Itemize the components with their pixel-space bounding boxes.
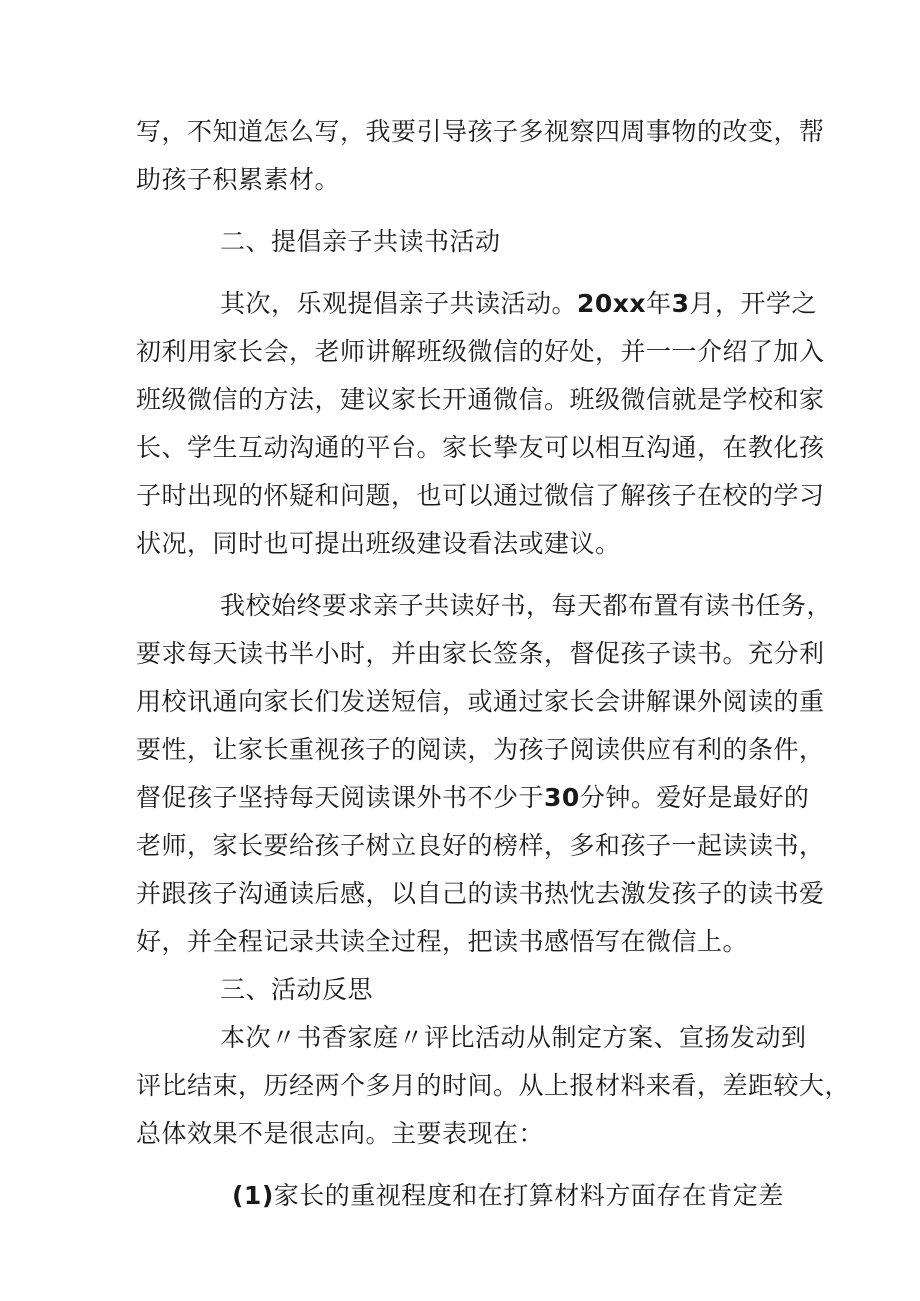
section-heading-3: 三、活动反思 (220, 975, 374, 1004)
paragraph-line-17: 好，并全程记录共读全过程，把读书感悟写在微信上。 (136, 927, 749, 956)
paragraph-line-5: 初利用家长会，老师讲解班级微信的好处，并一一介绍了加入 (136, 337, 825, 366)
paragraph-line-4: 其次，乐观提倡亲子共读活动。20xx年3月，开学之 (220, 289, 817, 318)
paragraph-line-2: 助孩子积累素材。 (136, 165, 341, 194)
paragraph-line-16: 并跟孩子沟通读后感，以自己的读书热忱去激发孩子的读书爱 (136, 879, 825, 908)
paragraph-line-1: 写，不知道怎么写，我要引导孩子多视察四周事物的改变，帮 (136, 117, 825, 146)
paragraph-line-9: 状况，同时也可提出班级建设看法或建议。 (136, 529, 621, 558)
paragraph-line-13: 要性，让家长重视孩子的阅读，为孩子阅读供应有利的条件， (136, 735, 825, 764)
paragraph-line-7: 长、学生互动沟通的平台。家长挚友可以相互沟通，在教化孩 (136, 433, 825, 462)
list-item-1: (1)家长的重视程度和在打算材料方面存在肯定差 (232, 1181, 784, 1210)
document-page (136, 108, 851, 1220)
paragraph-line-21: 总体效果不是很志向。主要表现在： (136, 1119, 545, 1148)
paragraph-line-11: 要求每天读书半小时，并由家长签条，督促孩子读书。充分利 (136, 639, 825, 668)
paragraph-line-6: 班级微信的方法，建议家长开通微信。班级微信就是学校和家 (136, 385, 825, 414)
paragraph-line-15: 老师，家长要给孩子树立良好的榜样，多和孩子一起读读书， (136, 831, 825, 860)
paragraph-line-19: 本次〃书香家庭〃评比活动从制定方案、宣扬发动到 (220, 1023, 807, 1052)
paragraph-line-20: 评比结束，历经两个多月的时间。从上报材料来看，差距较大， (136, 1071, 851, 1100)
paragraph-line-14: 督促孩子坚持每天阅读课外书不少于30分钟。爱好是最好的 (136, 783, 810, 812)
paragraph-line-8: 子时出现的怀疑和问题，也可以通过微信了解孩子在校的学习 (136, 481, 825, 510)
paragraph-line-10: 我校始终要求亲子共读好书，每天都布置有读书任务， (220, 591, 833, 620)
section-heading-2: 二、提倡亲子共读书活动 (220, 227, 501, 256)
paragraph-line-12: 用校讯通向家长们发送短信，或通过家长会讲解课外阅读的重 (136, 687, 825, 716)
